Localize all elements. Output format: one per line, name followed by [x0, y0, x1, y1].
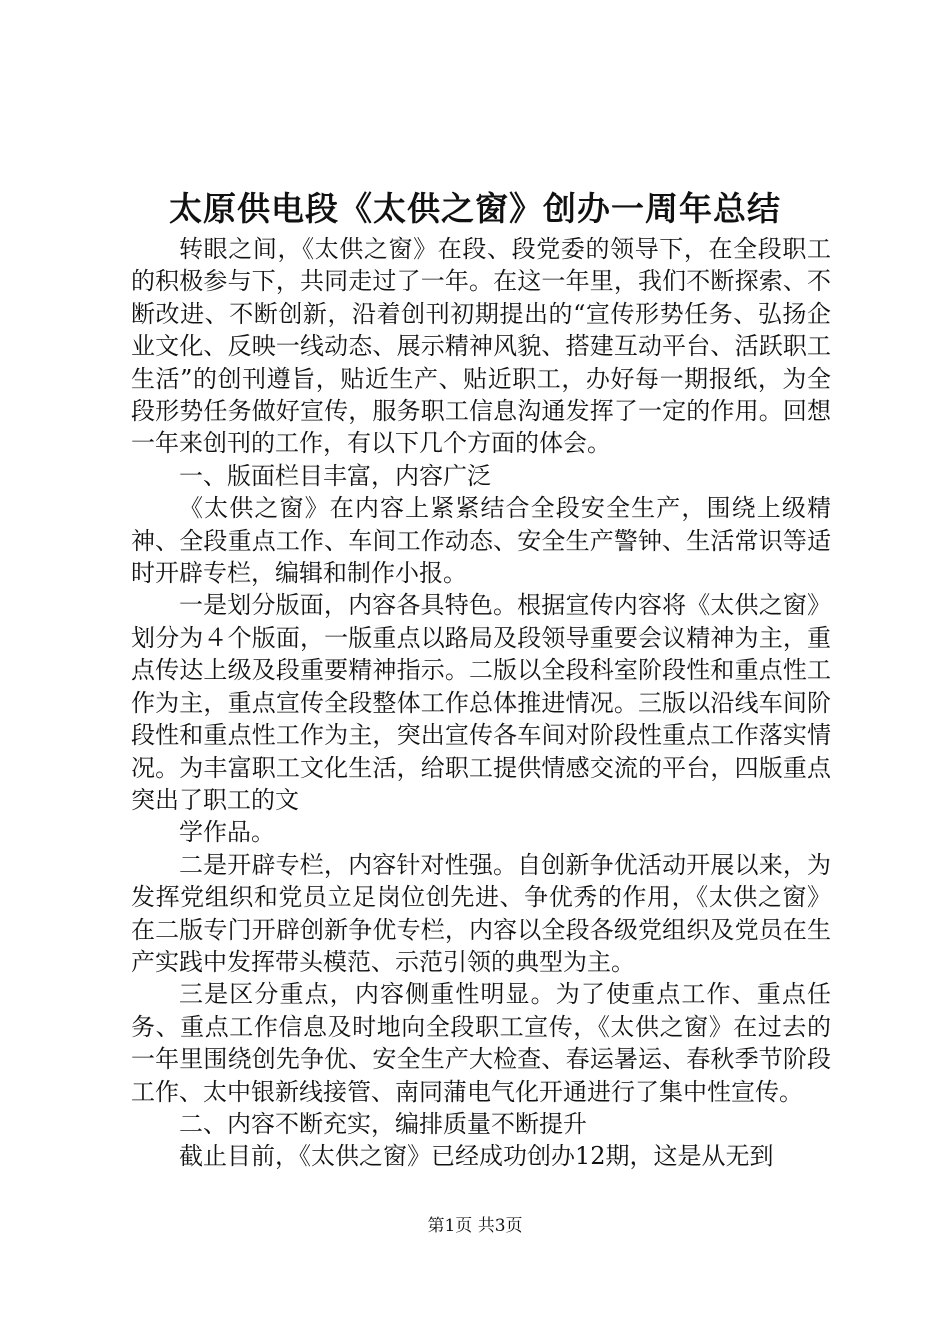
document-title: 太原供电段《太供之窗》创办一周年总结 [169, 189, 781, 228]
section-heading-1: 一、版面栏目丰富，内容广泛 [179, 461, 491, 490]
section-2-paragraph: 截止目前，《太供之窗》已经成功创办12期，这是从无到 [179, 1142, 774, 1171]
point-2-paragraph: 二是开辟专栏，内容针对性强。自创新争优活动开展以来，为发挥党组织和党员立足岗位创先进、争优秀的作用，《太供之窗》在二版专门开辟创新争优专栏，内容以全段各级党组织及党员在生产实践中发挥带头模范、示范引领的典型为主。 [131, 850, 831, 976]
page-footer: 第1页 共3页 [427, 1216, 523, 1236]
intro-paragraph: 转眼之间，《太供之窗》在段、段党委的领导下，在全段职工的积极参与下，共同走过了一年。在这一年里，我们不断探索、不断改进、不断创新，沿着创刊初期提出的“宣传形势任务、弘扬企业文化、反映一线动态、展示精神风貌、搭建互动平台、活跃职工生活”的创刊遵旨，贴近生产、贴近职工，办好每一期报纸，为全段形势任务做好宣传，服务职工信息沟通发挥了一定的作用。回想一年来创刊的工作，有以下几个方面的体会。 [131, 235, 831, 458]
point-3-paragraph: 三是区分重点，内容侧重性明显。为了使重点工作、重点任务、重点工作信息及时地向全段职工宣传，《太供之窗》在过去的一年里围绕创先争优、安全生产大检查、春运暑运、春秋季节阶段工作、太中银新线接管、南同蒲电气化开通进行了集中性宣传。 [131, 980, 831, 1106]
point-1-paragraph: 一是划分版面，内容各具特色。根据宣传内容将《太供之窗》划分为４个版面，一版重点以路局及段领导重要会议精神为主，重点传达上级及段重要精神指示。二版以全段科室阶段性和重点性工作为主，重点宣传全段整体工作总体推进情况。三版以沿线车间阶段性和重点性工作为主，突出宣传各车间对阶段性重点工作落实情况。为丰富职工文化生活，给职工提供情感交流的平台，四版重点突出了职工的文 [131, 591, 831, 814]
point-1-continuation: 学作品。 [179, 818, 275, 847]
section-1-paragraph: 《太供之窗》在内容上紧紧结合全段安全生产，围绕上级精神、全段重点工作、车间工作动态、安全生产警钟、生活常识等适时开辟专栏，编辑和制作小报。 [131, 494, 831, 588]
section-heading-2: 二、内容不断充实，编排质量不断提升 [179, 1109, 587, 1138]
document-body [131, 233, 831, 1173]
